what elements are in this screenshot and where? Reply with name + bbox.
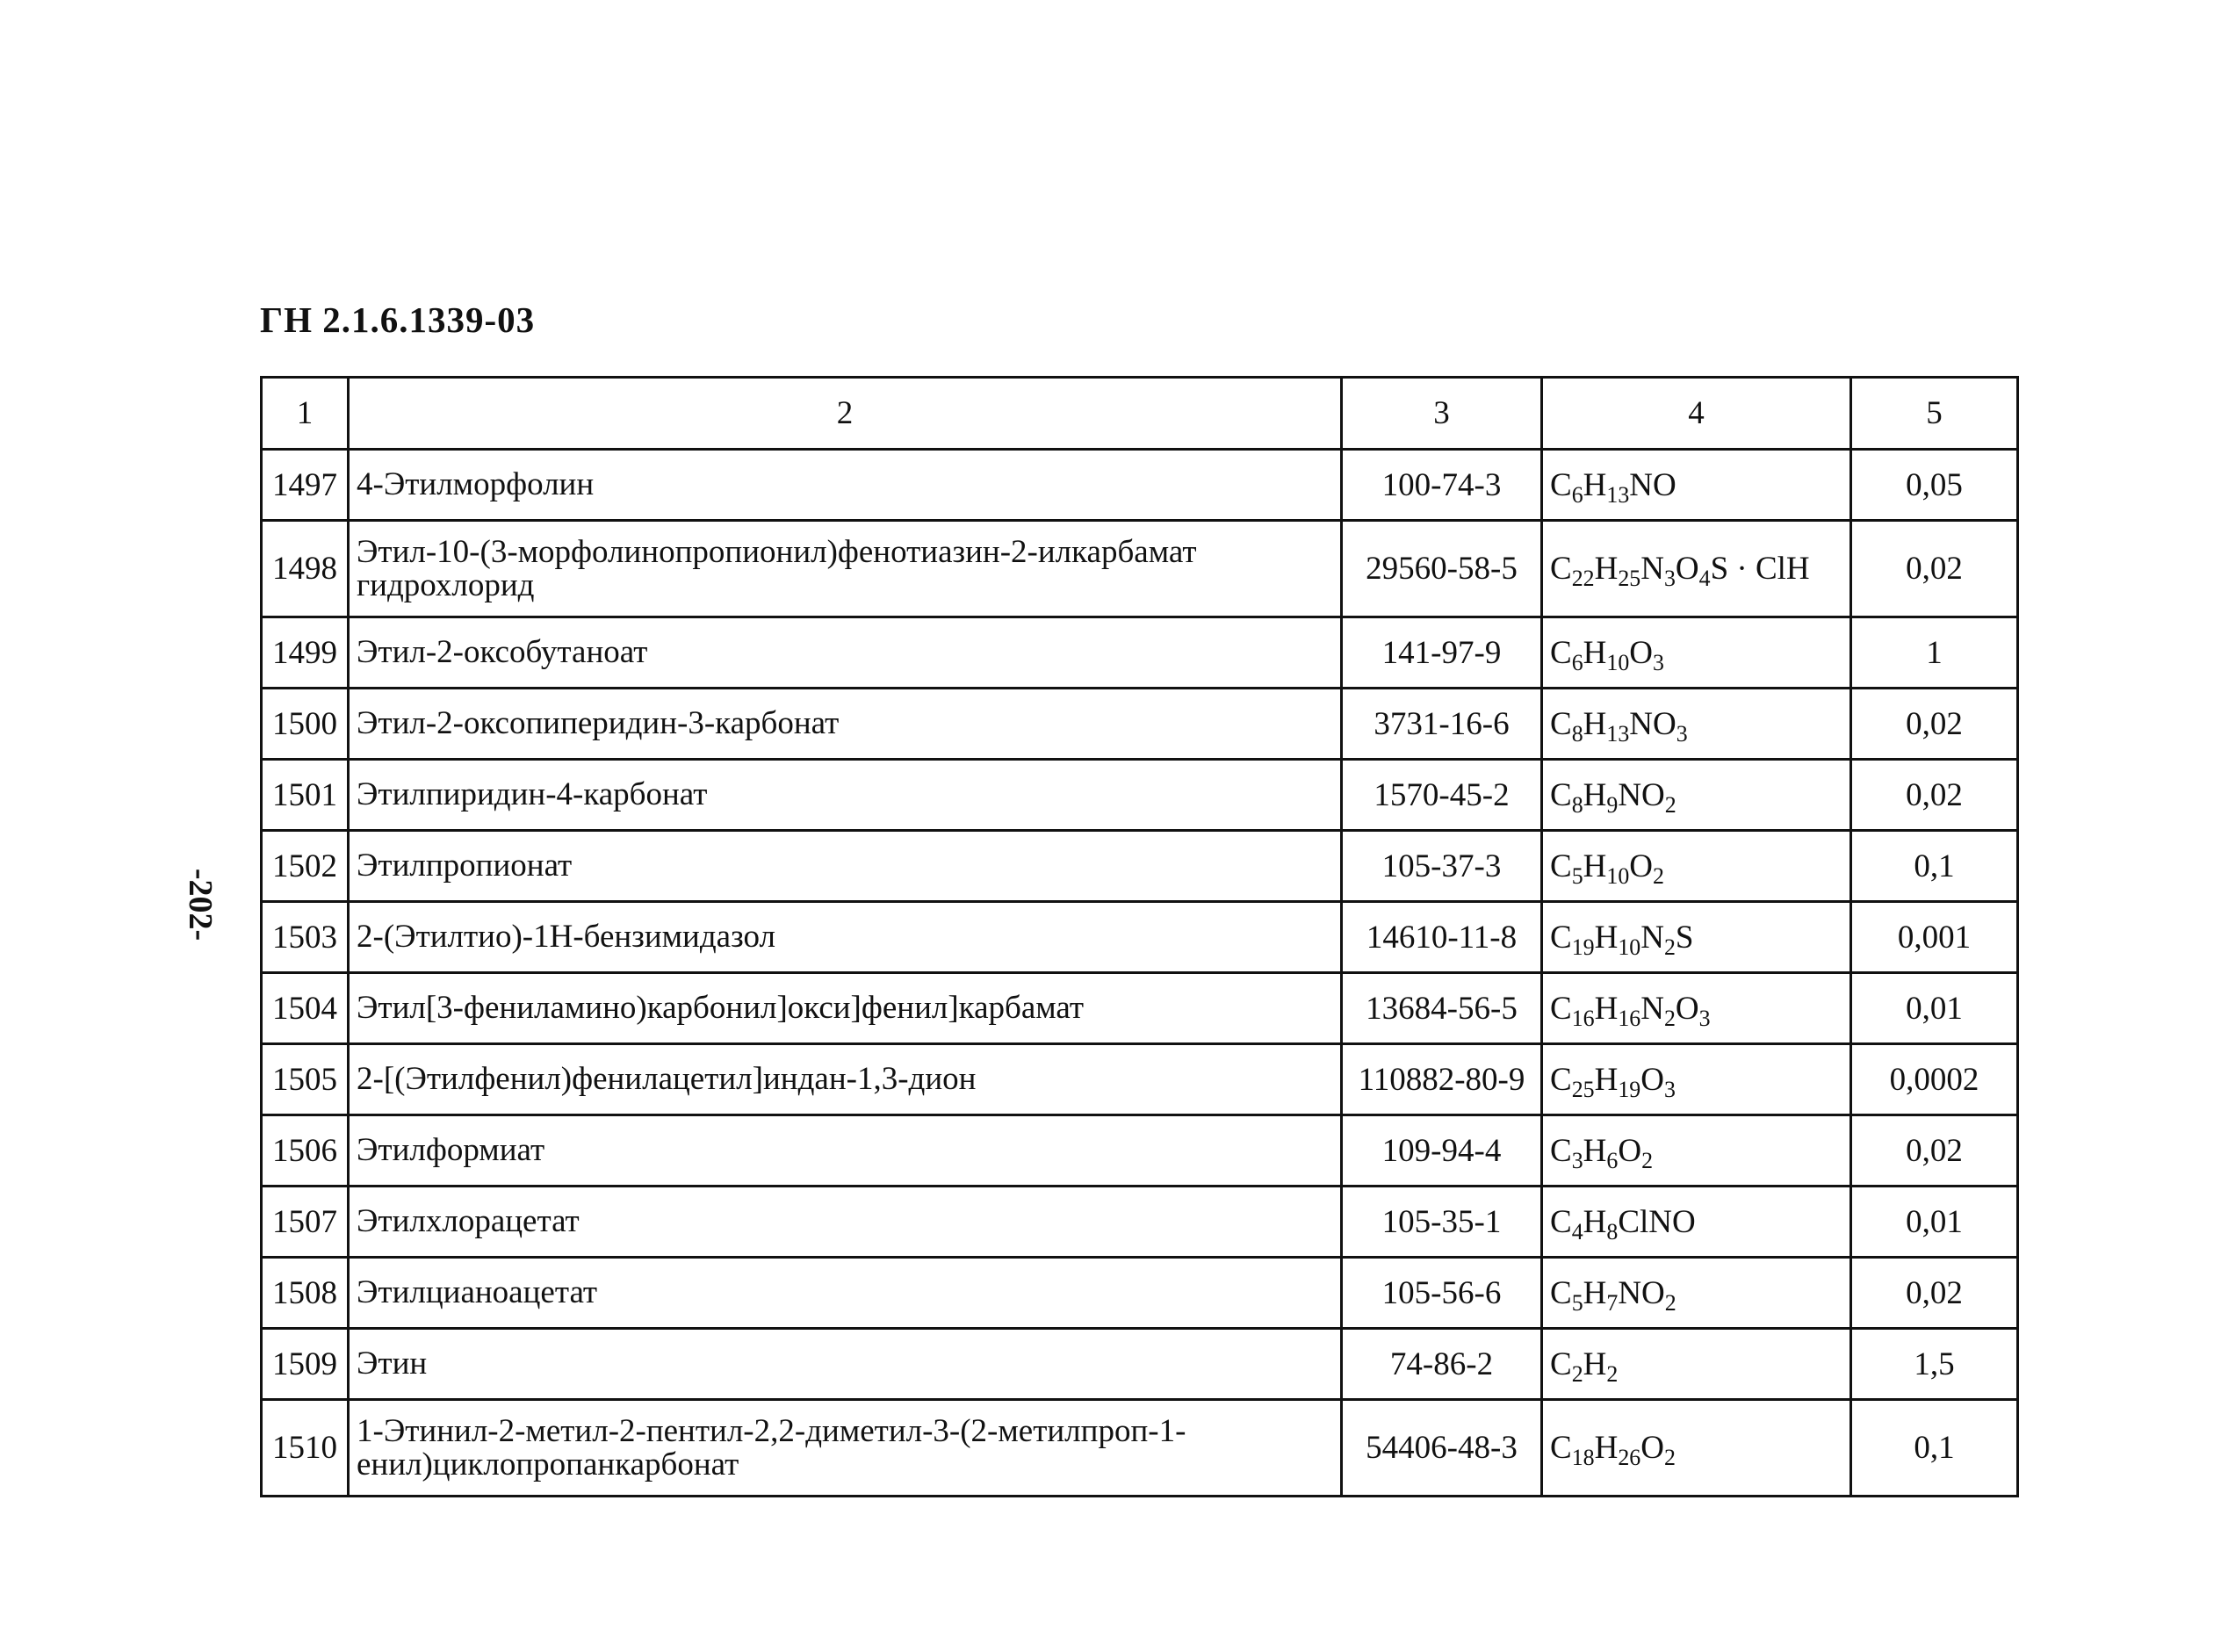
formula-subscript: 8: [1571, 720, 1583, 747]
formula-part: NO: [1618, 776, 1665, 813]
formula-subscript: 3: [1663, 1076, 1676, 1102]
cell-value: 0,001: [1851, 902, 2018, 973]
cell-cas-number: 110882-80-9: [1342, 1044, 1542, 1115]
formula-subscript: 26: [1618, 1444, 1641, 1470]
cell-formula: [1542, 1258, 1851, 1329]
cell-formula: [1542, 450, 1851, 521]
cell-value: 0,1: [1851, 1400, 2018, 1497]
formula-subscript: 25: [1571, 1076, 1595, 1102]
cell-number: 1506: [262, 1115, 349, 1187]
formula-part: H: [1583, 1345, 1607, 1382]
formula-subscript: 22: [1571, 565, 1595, 591]
cell-substance-name: 4-Этилморфолин: [349, 450, 1342, 521]
cell-value: 0,02: [1851, 760, 2018, 831]
formula-subscript: 3: [1571, 1147, 1583, 1173]
formula-subscript: 2: [1663, 1005, 1676, 1031]
table-row: [262, 1115, 2018, 1187]
formula-part: H: [1594, 990, 1619, 1027]
cell-cas-number: 14610-11-8: [1342, 902, 1542, 973]
formula-part: C: [1550, 1274, 1572, 1311]
formula-part: S · ClH: [1710, 551, 1810, 587]
formula-part: C: [1550, 776, 1572, 813]
formula-part: H: [1594, 1430, 1619, 1466]
formula-part: C: [1550, 1132, 1572, 1169]
formula-subscript: 2: [1571, 1360, 1583, 1387]
cell-value: 0,01: [1851, 973, 2018, 1044]
cell-formula: [1542, 1329, 1851, 1400]
cell-number: 1502: [262, 831, 349, 902]
formula-part: NO: [1618, 1274, 1665, 1311]
table-row: [262, 1258, 2018, 1329]
formula-subscript: 4: [1698, 565, 1711, 591]
formula-part: C: [1550, 1430, 1572, 1466]
cell-formula: [1542, 689, 1851, 760]
formula-part: C: [1550, 848, 1572, 884]
formula-part: N: [1640, 551, 1664, 587]
formula-subscript: 4: [1571, 1218, 1583, 1244]
table-row: [262, 902, 2018, 973]
cell-formula: [1542, 1400, 1851, 1497]
cell-cas-number: 141-97-9: [1342, 617, 1542, 689]
cell-formula: [1542, 902, 1851, 973]
table-header-row: [262, 378, 2018, 450]
formula-part: C: [1550, 705, 1572, 742]
cell-substance-name: Этилпропионат: [349, 831, 1342, 902]
formula-part: S: [1675, 919, 1694, 956]
cell-number: 1505: [262, 1044, 349, 1115]
formula-subscript: 2: [1664, 791, 1676, 818]
formula-subscript: 2: [1664, 1289, 1676, 1316]
formula-part: O: [1618, 1132, 1642, 1169]
formula-subscript: 2: [1641, 1147, 1654, 1173]
formula-part: H: [1583, 1132, 1607, 1169]
formula-subscript: 3: [1653, 649, 1664, 675]
formula-subscript: 19: [1571, 934, 1595, 960]
cell-value: 0,02: [1851, 689, 2018, 760]
formula-subscript: 13: [1606, 481, 1630, 508]
cell-formula: [1542, 1044, 1851, 1115]
cell-formula: [1542, 617, 1851, 689]
table-row: [262, 973, 2018, 1044]
cell-value: 0,0002: [1851, 1044, 2018, 1115]
cell-formula: [1542, 760, 1851, 831]
document-title: ГН 2.1.6.1339-03: [260, 299, 536, 340]
formula-subscript: 6: [1571, 649, 1583, 675]
cell-substance-name: Этилпиридин-4-карбонат: [349, 760, 1342, 831]
formula-part: C: [1550, 466, 1572, 503]
cell-formula: [1542, 831, 1851, 902]
cell-number: 1507: [262, 1187, 349, 1258]
formula-part: O: [1675, 990, 1699, 1027]
formula-part: H: [1594, 919, 1619, 956]
table-row: [262, 1400, 2018, 1497]
formula-part: O: [1629, 634, 1653, 671]
formula-part: H: [1583, 848, 1607, 884]
formula-subscript: 3: [1698, 1005, 1711, 1031]
formula-subscript: 16: [1571, 1005, 1595, 1031]
cell-cas-number: 1570-45-2: [1342, 760, 1542, 831]
formula-part: H: [1583, 634, 1607, 671]
cell-value: 0,02: [1851, 1115, 2018, 1187]
formula-part: N: [1640, 990, 1664, 1027]
formula-part: H: [1583, 776, 1607, 813]
formula-subscript: 8: [1571, 791, 1583, 818]
formula-subscript: 5: [1571, 862, 1583, 889]
formula-part: H: [1594, 551, 1619, 587]
formula-part: NO: [1629, 705, 1676, 742]
table-row: [262, 1044, 2018, 1115]
cell-cas-number: 100-74-3: [1342, 450, 1542, 521]
formula-subscript: 13: [1606, 720, 1630, 747]
cell-number: 1508: [262, 1258, 349, 1329]
formula-subscript: 3: [1676, 720, 1688, 747]
formula-part: C: [1550, 990, 1572, 1027]
page-number: -202-: [182, 868, 219, 941]
formula-part: ClNO: [1618, 1203, 1696, 1240]
formula-subscript: 10: [1606, 649, 1630, 675]
formula-subscript: 9: [1606, 791, 1619, 818]
column-header-value: 5: [1851, 378, 2018, 450]
cell-substance-name: Этил-10-(3-морфолинопропионил)фенотиазин-2-илкарбамат гидрохлорид: [349, 521, 1342, 617]
formula-subscript: 10: [1618, 934, 1641, 960]
formula-part: NO: [1629, 466, 1676, 503]
table-row: [262, 450, 2018, 521]
formula-part: H: [1594, 1061, 1619, 1098]
formula-part: H: [1583, 466, 1607, 503]
table-row: [262, 1329, 2018, 1400]
cell-number: 1500: [262, 689, 349, 760]
column-header-formula: 4: [1542, 378, 1851, 450]
cell-formula: [1542, 1187, 1851, 1258]
formula-part: H: [1583, 705, 1607, 742]
formula-part: C: [1550, 1061, 1572, 1098]
cell-number: 1497: [262, 450, 349, 521]
formula-part: C: [1550, 1345, 1572, 1382]
formula-subscript: 6: [1571, 481, 1583, 508]
cell-value: 0,1: [1851, 831, 2018, 902]
table-row: [262, 689, 2018, 760]
cell-formula: [1542, 973, 1851, 1044]
cell-substance-name: Этил[3-фениламино)карбонил]окси]фенил]карбамат: [349, 973, 1342, 1044]
cell-substance-name: 1-Этинил-2-метил-2-пентил-2,2-диметил-3-(2-метилпроп-1-енил)циклопропанкарбонат: [349, 1400, 1342, 1497]
formula-subscript: 6: [1606, 1147, 1619, 1173]
cell-formula: [1542, 521, 1851, 617]
cell-value: 0,02: [1851, 1258, 2018, 1329]
column-header-cas: 3: [1342, 378, 1542, 450]
formula-subscript: 19: [1618, 1076, 1641, 1102]
cell-number: 1504: [262, 973, 349, 1044]
formula-part: C: [1550, 551, 1572, 587]
formula-subscript: 5: [1571, 1289, 1583, 1316]
cell-substance-name: Этин: [349, 1329, 1342, 1400]
cell-number: 1503: [262, 902, 349, 973]
formula-subscript: 7: [1606, 1289, 1619, 1316]
cell-substance-name: Этилхлорацетат: [349, 1187, 1342, 1258]
formula-subscript: 3: [1663, 565, 1676, 591]
column-header-number: 1: [262, 378, 349, 450]
column-header-name: 2: [349, 378, 1342, 450]
formula-part: O: [1675, 551, 1699, 587]
cell-cas-number: 54406-48-3: [1342, 1400, 1542, 1497]
cell-cas-number: 3731-16-6: [1342, 689, 1542, 760]
cell-substance-name: Этилформиат: [349, 1115, 1342, 1187]
cell-number: 1498: [262, 521, 349, 617]
table-row: [262, 1187, 2018, 1258]
cell-number: 1509: [262, 1329, 349, 1400]
cell-cas-number: 109-94-4: [1342, 1115, 1542, 1187]
cell-substance-name: Этил-2-оксобутаноат: [349, 617, 1342, 689]
cell-cas-number: 29560-58-5: [1342, 521, 1542, 617]
cell-value: 1: [1851, 617, 2018, 689]
cell-value: 0,02: [1851, 521, 2018, 617]
cell-number: 1501: [262, 760, 349, 831]
cell-value: 1,5: [1851, 1329, 2018, 1400]
formula-subscript: 8: [1606, 1218, 1619, 1244]
table-row: [262, 760, 2018, 831]
cell-substance-name: 2-[(Этилфенил)фенилацетил]индан-1,3-дион: [349, 1044, 1342, 1115]
formula-part: N: [1640, 919, 1664, 956]
substances-table: [260, 376, 2019, 1497]
cell-number: 1510: [262, 1400, 349, 1497]
cell-cas-number: 105-37-3: [1342, 831, 1542, 902]
cell-substance-name: 2-(Этилтио)-1H-бензимидазол: [349, 902, 1342, 973]
formula-part: O: [1629, 848, 1653, 884]
formula-subscript: 25: [1618, 565, 1641, 591]
table-row: [262, 521, 2018, 617]
cell-value: 0,01: [1851, 1187, 2018, 1258]
formula-part: C: [1550, 634, 1572, 671]
formula-subscript: 18: [1571, 1444, 1595, 1470]
cell-cas-number: 74-86-2: [1342, 1329, 1542, 1400]
table-row: [262, 617, 2018, 689]
cell-value: 0,05: [1851, 450, 2018, 521]
formula-subscript: 2: [1663, 934, 1676, 960]
formula-part: C: [1550, 919, 1572, 956]
cell-number: 1499: [262, 617, 349, 689]
cell-cas-number: 105-56-6: [1342, 1258, 1542, 1329]
cell-formula: [1542, 1115, 1851, 1187]
cell-cas-number: 13684-56-5: [1342, 973, 1542, 1044]
formula-part: H: [1583, 1203, 1607, 1240]
cell-substance-name: Этилцианоацетат: [349, 1258, 1342, 1329]
formula-subscript: 2: [1663, 1444, 1676, 1470]
cell-cas-number: 105-35-1: [1342, 1187, 1542, 1258]
formula-part: H: [1583, 1274, 1607, 1311]
cell-substance-name: Этил-2-оксопиперидин-3-карбонат: [349, 689, 1342, 760]
formula-subscript: 2: [1606, 1360, 1619, 1387]
formula-part: O: [1640, 1061, 1664, 1098]
table-row: [262, 831, 2018, 902]
formula-part: C: [1550, 1203, 1572, 1240]
formula-subscript: 16: [1618, 1005, 1641, 1031]
formula-part: O: [1640, 1430, 1664, 1466]
formula-subscript: 10: [1606, 862, 1630, 889]
formula-subscript: 2: [1653, 862, 1664, 889]
table-body: [262, 450, 2018, 1497]
